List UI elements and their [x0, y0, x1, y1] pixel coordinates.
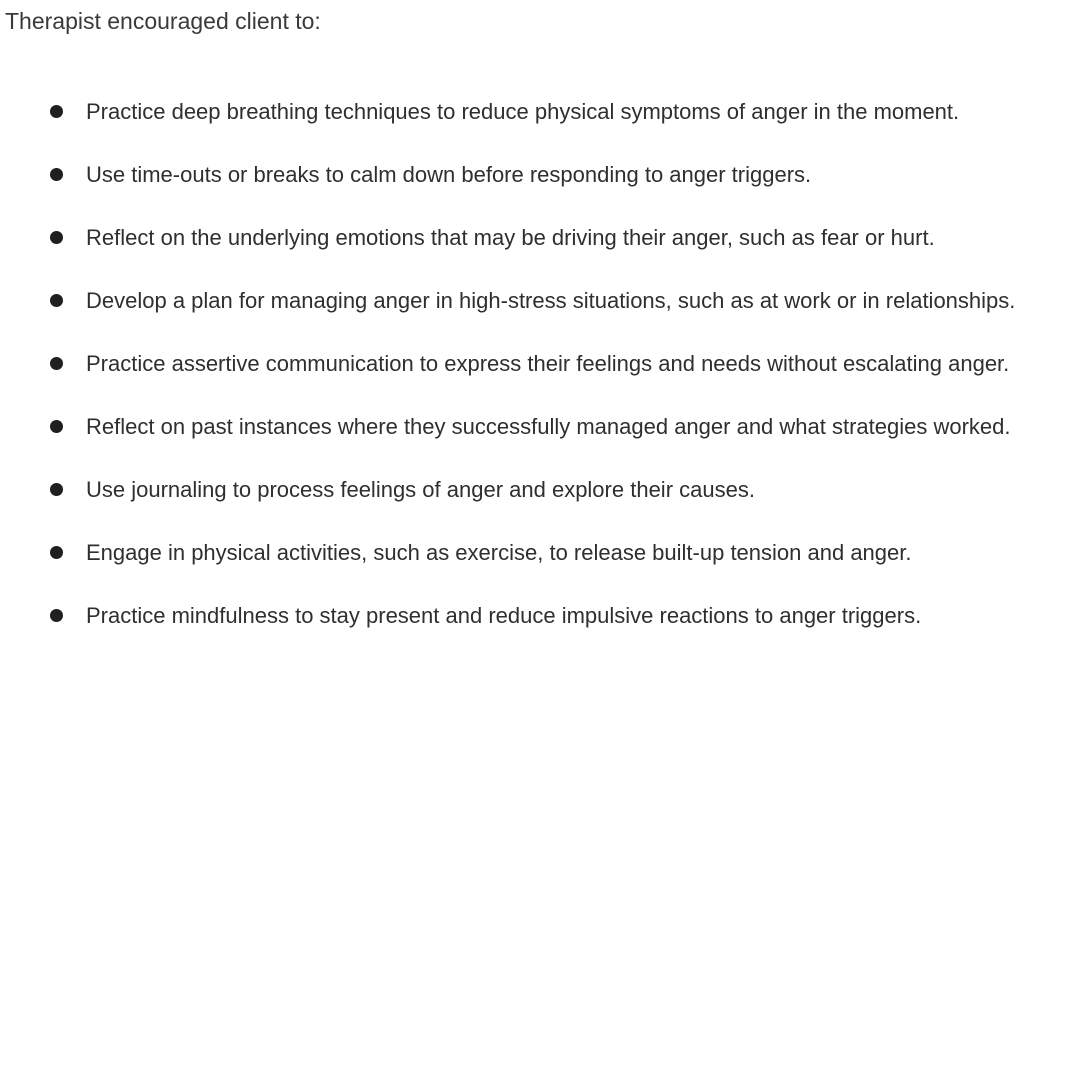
bullet-icon [50, 294, 63, 307]
bullet-icon [50, 357, 63, 370]
bullet-icon [50, 168, 63, 181]
list-item-text: Practice mindfulness to stay present and reduce impulsive reactions to anger triggers. [86, 603, 922, 628]
list-item-text: Practice assertive communication to express their feelings and needs without escalating anger. [86, 351, 1010, 376]
list-item [0, 521, 1080, 584]
bullet-icon [50, 231, 63, 244]
bullet-icon [50, 105, 63, 118]
list-item-text: Reflect on past instances where they successfully managed anger and what strategies worked. [86, 414, 1011, 439]
bullet-icon [50, 420, 63, 433]
list-item [0, 395, 1080, 458]
list-item [0, 584, 1080, 647]
page-title: Therapist encouraged client to: [5, 8, 321, 34]
list-item [0, 458, 1080, 521]
list-item [0, 206, 1080, 269]
list-item-text: Develop a plan for managing anger in high-stress situations, such as at work or in relationships. [86, 288, 1016, 313]
bullet-icon [50, 546, 63, 559]
list-item-text: Use time-outs or breaks to calm down before responding to anger triggers. [86, 162, 812, 187]
list-item [0, 332, 1080, 395]
list-item [0, 143, 1080, 206]
bullet-icon [50, 609, 63, 622]
bullet-icon [50, 483, 63, 496]
list-item [0, 80, 1080, 143]
list-item-text: Reflect on the underlying emotions that may be driving their anger, such as fear or hurt. [86, 225, 935, 250]
list-item-text: Use journaling to process feelings of anger and explore their causes. [86, 477, 755, 502]
list-item-text: Engage in physical activities, such as exercise, to release built-up tension and anger. [86, 540, 912, 565]
recommendations-list [0, 80, 1080, 647]
list-item-text: Practice deep breathing techniques to reduce physical symptoms of anger in the moment. [86, 99, 960, 124]
list-item [0, 269, 1080, 332]
